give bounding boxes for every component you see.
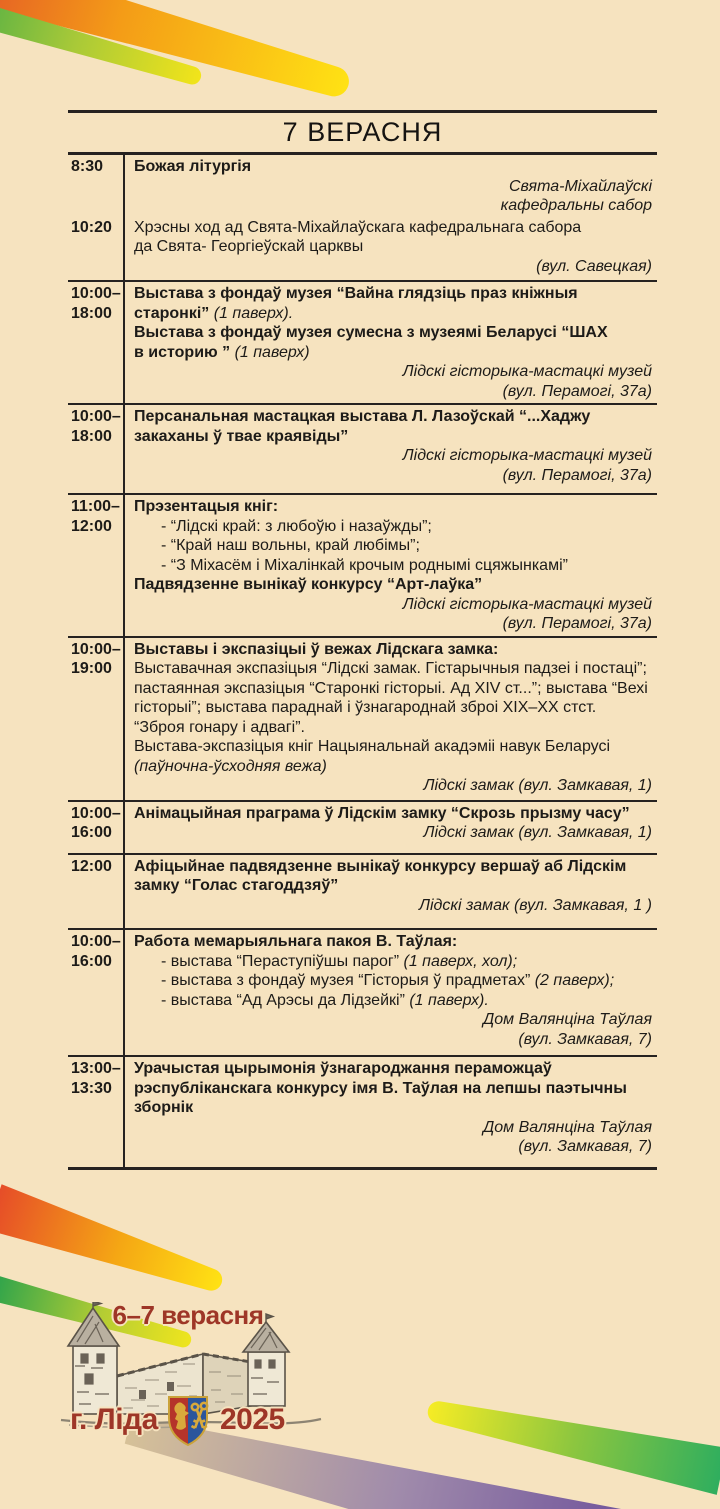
text-segment: Падвядзенне вынікаў конкурсу “Арт-лаўка” <box>134 576 483 593</box>
time-label: 13:00– <box>71 1060 121 1077</box>
event-line <box>134 737 653 757</box>
text-segment: Персанальная мастацкая выстава Л. Лазоўскай “...Хаджу <box>134 408 591 425</box>
text-segment: Анімацыйная праграма ў Лідскім замку “Скрозь прызму часу” <box>134 804 630 822</box>
time-label: 11:00– <box>71 498 120 515</box>
text-segment: - “З Міхасём і Міхалінкай крочым роднымі сцяжынкамі” <box>161 556 568 574</box>
venue-line <box>134 257 653 277</box>
event-line <box>134 304 653 324</box>
text-segment: в историю ” <box>134 343 235 361</box>
event-line <box>134 1098 653 1118</box>
event-line <box>134 497 653 517</box>
event-line <box>134 517 653 537</box>
text-segment: Дом Валянціна Таўлая <box>483 1118 652 1136</box>
venue-line <box>134 896 653 916</box>
text-segment: Лідскі гісторыка-мастацкі музей <box>402 595 652 613</box>
entry-content <box>125 930 657 1055</box>
entry-content <box>125 282 657 403</box>
time-label: 16:00 <box>71 824 112 841</box>
text-segment: старонкі” <box>134 304 214 322</box>
event-dates: 6–7 верасня <box>112 1300 264 1330</box>
text-segment: (вул. Перамогі, 37а) <box>502 615 652 632</box>
text-segment: Афіцыйнае падвядзенне вынікаў конкурсу вершаў аб Лідскім <box>134 857 627 875</box>
event-line <box>134 407 653 427</box>
event-line <box>134 1079 653 1099</box>
text-segment: Работа мемарыяльнага пакоя В. Таўлая: <box>134 933 458 950</box>
event-line <box>134 757 653 777</box>
text-segment: (1 паверх). <box>213 304 294 322</box>
text-segment: - “Край наш вольны, край любімы”; <box>161 537 420 554</box>
event-line <box>134 157 653 177</box>
schedule-entry <box>68 155 657 216</box>
time-cell <box>68 855 125 929</box>
venue-line <box>134 1030 653 1050</box>
event-line <box>134 284 653 304</box>
schedule-row <box>68 280 657 403</box>
event-line <box>134 218 653 238</box>
entry-content <box>125 405 657 493</box>
event-line <box>134 237 653 257</box>
time-label: 13:30 <box>71 1079 112 1097</box>
time-cell <box>68 1057 125 1167</box>
schedule-entry <box>68 495 657 636</box>
text-segment: (2 паверх); <box>534 972 615 989</box>
lida-coat-of-arms <box>166 1394 210 1446</box>
text-segment: Выставы і экспазіцыі ў вежах Лідскага замка: <box>134 640 499 658</box>
venue-line <box>134 776 653 796</box>
swoosh-top-orange <box>0 0 356 111</box>
time-cell <box>68 802 125 853</box>
text-segment: рэспубліканскага конкурсу імя В. Таўлая на лепшы паэтычны <box>134 1079 627 1097</box>
schedule-row <box>68 493 657 636</box>
event-line <box>134 718 653 738</box>
event-line <box>134 857 653 877</box>
entry-content <box>125 495 657 636</box>
time-label: 19:00 <box>71 660 112 677</box>
schedule-row <box>68 853 657 929</box>
schedule-row <box>68 800 657 853</box>
time-label: 12:00 <box>71 857 112 875</box>
schedule-row <box>68 155 657 280</box>
venue-line <box>134 382 653 402</box>
event-line <box>134 536 653 556</box>
time-cell <box>68 216 125 281</box>
time-label: 8:30 <box>71 158 104 175</box>
swoosh-bottom-green <box>423 1387 720 1495</box>
venue-line <box>134 823 653 843</box>
entry-content <box>125 1057 657 1167</box>
venue-line <box>134 196 653 216</box>
event-line <box>134 427 653 447</box>
time-label: 16:00 <box>71 952 112 970</box>
entry-content <box>125 155 657 216</box>
text-segment: Лідскі замак (вул. Замкавая, 1) <box>423 824 652 841</box>
text-segment: Дом Валянціна Таўлая <box>483 1011 652 1028</box>
event-year: 2025 <box>220 1403 285 1436</box>
schedule-row <box>68 928 657 1055</box>
entry-content <box>125 638 657 800</box>
text-segment: (вул. Замкавая, 7) <box>518 1030 652 1048</box>
text-segment: Выстава-экспазіцыя кніг Нацыянальнай акадэміі навук Беларусі <box>134 738 611 755</box>
text-segment: Хрэсны ход ад Свята-Міхайлаўскага кафедральнага сабора <box>134 218 582 236</box>
text-segment: Выстава з фондаў музея “Вайна глядзіць праз кніжныя <box>134 285 578 302</box>
text-segment: Свята-Міхайлаўскі <box>508 177 652 195</box>
time-label: 18:00 <box>71 427 112 445</box>
schedule-entry <box>68 930 657 1055</box>
event-line <box>134 343 653 363</box>
venue-line <box>134 614 653 634</box>
schedule-entry <box>68 216 657 281</box>
schedule-row <box>68 403 657 493</box>
venue-line <box>134 466 653 486</box>
schedule-entry <box>68 855 657 929</box>
text-segment: Лідскі гісторыка-мастацкі музей <box>402 447 652 464</box>
time-cell <box>68 155 125 216</box>
entry-content <box>125 216 657 281</box>
time-label: 18:00 <box>71 304 112 322</box>
text-segment: - выстава “Ад Арэсы да Лідзейкі” <box>161 991 410 1009</box>
schedule-entry <box>68 1057 657 1167</box>
schedule-row <box>68 1055 657 1167</box>
text-segment: (вул. Перамогі, 37а) <box>502 382 652 400</box>
event-line <box>134 952 653 972</box>
text-segment: закаханы ў твае краявіды” <box>134 427 349 445</box>
entry-content <box>125 802 657 853</box>
text-segment: Прэзентацыя кніг: <box>134 498 279 515</box>
event-line <box>134 659 653 679</box>
text-segment: пастаянная экспазіцыя “Старонкі гісторыі. Ад XIV ст...”; выстава “Вехі <box>134 679 648 697</box>
text-segment: Лідскі замак (вул. Замкавая, 1) <box>423 777 652 794</box>
text-segment: кафедральны сабор <box>500 197 652 214</box>
text-segment: Божая літургія <box>134 158 252 175</box>
text-segment: замку “Голас стагоддзяў” <box>134 877 339 894</box>
text-segment: да Свята- Георгіеўскай царквы <box>134 238 364 255</box>
venue-line <box>134 595 653 615</box>
text-segment: (1 паверх) <box>234 343 310 361</box>
event-line <box>134 932 653 952</box>
venue-line <box>134 177 653 197</box>
venue-line <box>134 446 653 466</box>
text-segment: (вул. Савецкая) <box>536 257 652 275</box>
venue-line <box>134 1118 653 1138</box>
text-segment: Урачыстая цырымонія ўзнагароджання пераможцаў <box>134 1060 552 1077</box>
text-segment: гісторыі”; выстава параднай і ўзнагароднай зброі XIX–XX стст. <box>134 699 597 716</box>
text-segment: Лідскі замак (вул. Замкавая, 1 ) <box>419 896 652 914</box>
time-cell <box>68 638 125 800</box>
time-label: 10:00– <box>71 933 121 950</box>
event-line <box>134 323 653 343</box>
text-segment: зборнік <box>134 1099 194 1116</box>
text-segment: “Зброя гонару і адвагі”. <box>134 718 305 736</box>
venue-line <box>134 362 653 382</box>
text-segment: Выставачная экспазіцыя “Лідскі замак. Гістарычныя падзеі і постаці”; <box>134 660 647 677</box>
text-segment: (вул. Перамогі, 37а) <box>502 466 652 484</box>
page-title: 7 ВЕРАСНЯ <box>282 117 443 147</box>
venue-line <box>134 1137 653 1157</box>
venue-line <box>134 1010 653 1030</box>
time-label: 12:00 <box>71 517 112 535</box>
event-line <box>134 698 653 718</box>
event-line <box>134 556 653 576</box>
event-line <box>134 804 653 824</box>
time-cell <box>68 930 125 1055</box>
text-segment: - выстава “Пераступіўшы парог” <box>161 952 404 970</box>
text-segment: - выстава з фондаў музея “Гісторыя ў прадметах” <box>161 972 535 989</box>
text-segment: - “Лідскі край: з любоўю і назаўжды”; <box>161 517 432 535</box>
schedule-table <box>68 152 657 1170</box>
schedule-row <box>68 636 657 800</box>
event-line <box>134 575 653 595</box>
time-cell <box>68 495 125 636</box>
text-segment: Лідскі гісторыка-мастацкі музей <box>402 363 652 380</box>
event-line <box>134 991 653 1011</box>
schedule-entry <box>68 405 657 493</box>
time-label: 10:00– <box>71 285 121 302</box>
event-line <box>134 971 653 991</box>
event-line <box>134 679 653 699</box>
schedule-entry <box>68 802 657 853</box>
text-segment: (паўночна-ўсходняя вежа) <box>134 757 327 775</box>
schedule-entry <box>68 282 657 403</box>
text-segment: (вул. Замкавая, 7) <box>518 1138 652 1155</box>
event-line <box>134 640 653 660</box>
masthead <box>68 110 657 150</box>
event-line <box>134 1059 653 1079</box>
text-segment: (1 паверх). <box>409 991 489 1009</box>
time-label: 10:00– <box>71 408 121 425</box>
text-segment: Выстава з фондаў музея сумесна з музеямі Беларусі “ШАХ <box>134 324 608 341</box>
time-label: 10:00– <box>71 804 121 822</box>
schedule-entry <box>68 638 657 800</box>
time-cell <box>68 282 125 403</box>
entry-content <box>125 855 657 929</box>
time-label: 10:00– <box>71 640 121 658</box>
time-cell <box>68 405 125 493</box>
event-city: г. Ліда <box>70 1403 158 1436</box>
event-line <box>134 876 653 896</box>
text-segment: (1 паверх, хол); <box>403 952 518 970</box>
time-label: 10:20 <box>71 218 112 236</box>
